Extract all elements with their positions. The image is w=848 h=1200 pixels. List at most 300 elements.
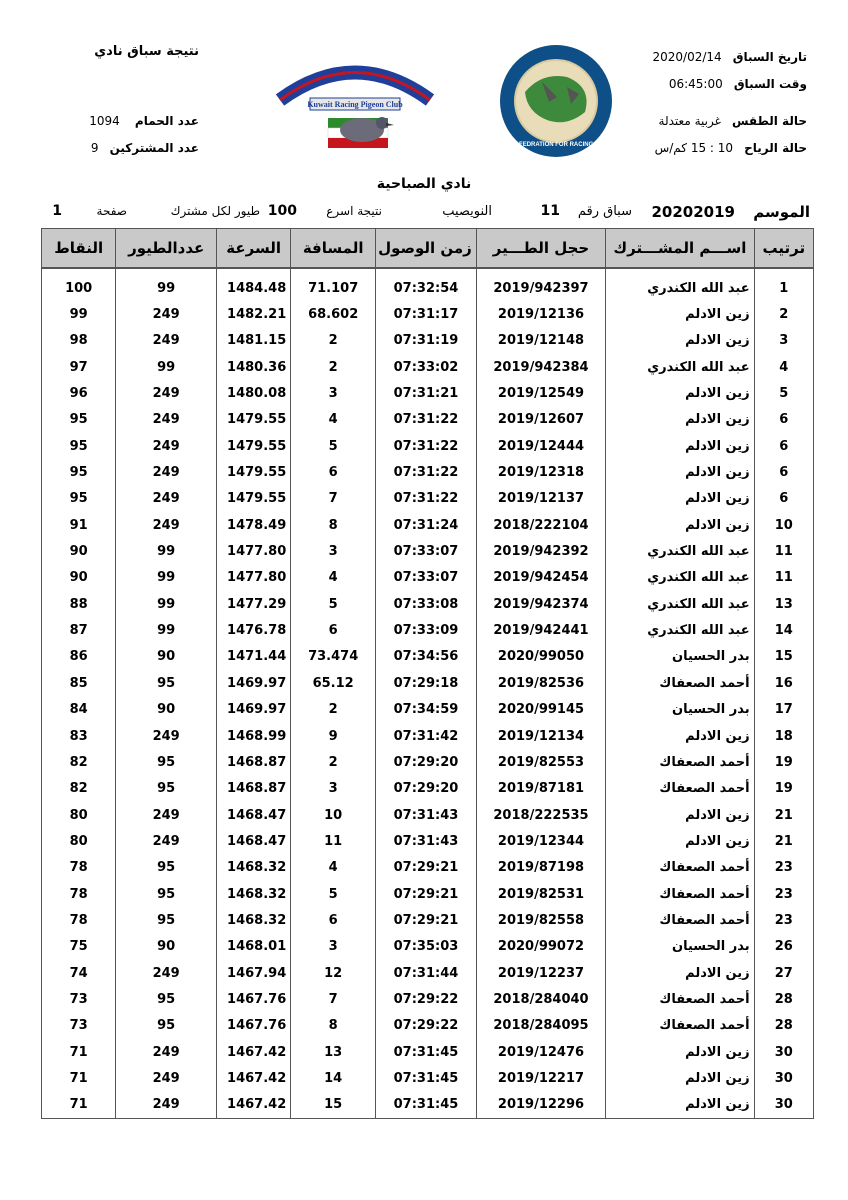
row-speed: 1480.36 — [217, 354, 291, 380]
wind-line — [655, 137, 807, 156]
race-type-title: نتيجة سباق نادي — [94, 44, 199, 59]
row-distance: 65.12 — [291, 670, 376, 696]
row-rank: 30 — [754, 1039, 813, 1065]
row-distance: 3 — [291, 934, 376, 960]
row-speed: 1477.80 — [217, 565, 291, 591]
row-birds: 99 — [116, 275, 217, 301]
row-ring: 2019/87181 — [476, 776, 605, 802]
row-points: 78 — [42, 907, 116, 933]
row-rank: 1 — [754, 275, 813, 301]
row-name: عبد الله الكندري — [606, 565, 754, 591]
row-points: 98 — [42, 328, 116, 354]
row-name: عبد الله الكندري — [606, 354, 754, 380]
row-name: زين الادلم — [606, 486, 754, 512]
row-name: زين الادلم — [606, 407, 754, 433]
row-points: 83 — [42, 723, 116, 749]
row-ring: 2018/284095 — [476, 1013, 605, 1039]
row-points: 80 — [42, 802, 116, 828]
row-speed: 1479.55 — [217, 486, 291, 512]
table-row — [42, 986, 814, 1012]
table-row — [42, 855, 814, 881]
table-row — [42, 881, 814, 907]
row-birds: 95 — [116, 881, 217, 907]
row-points: 85 — [42, 670, 116, 696]
row-time: 07:33:07 — [376, 565, 477, 591]
row-time: 07:33:08 — [376, 591, 477, 617]
row-name: أحمد الصعفاك — [606, 881, 754, 907]
row-rank: 28 — [754, 1013, 813, 1039]
row-birds: 95 — [116, 670, 217, 696]
row-name: زين الادلم — [606, 433, 754, 459]
row-birds: 99 — [116, 591, 217, 617]
row-ring: 2019/12444 — [476, 433, 605, 459]
row-distance: 2 — [291, 354, 376, 380]
row-name: زين الادلم — [606, 301, 754, 327]
row-points: 95 — [42, 486, 116, 512]
row-rank: 26 — [754, 934, 813, 960]
row-time: 07:29:22 — [376, 986, 477, 1012]
row-birds: 249 — [116, 459, 217, 485]
row-rank: 30 — [754, 1065, 813, 1091]
row-distance: 12 — [291, 960, 376, 986]
row-speed: 1468.01 — [217, 934, 291, 960]
row-points: 73 — [42, 1013, 116, 1039]
row-rank: 6 — [754, 486, 813, 512]
row-time: 07:31:45 — [376, 1039, 477, 1065]
row-speed: 1479.55 — [217, 459, 291, 485]
row-ring: 2019/12318 — [476, 459, 605, 485]
row-ring: 2019/942441 — [476, 617, 605, 643]
race-time-line — [669, 73, 807, 92]
table-row — [42, 1092, 814, 1119]
row-distance: 6 — [291, 617, 376, 643]
participants-value: 9 — [90, 141, 99, 155]
row-rank: 21 — [754, 802, 813, 828]
row-name: زين الادلم — [606, 380, 754, 406]
row-speed: 1469.97 — [217, 670, 291, 696]
row-rank: 5 — [754, 380, 813, 406]
row-rank: 17 — [754, 697, 813, 723]
row-points: 71 — [42, 1065, 116, 1091]
row-rank: 16 — [754, 670, 813, 696]
col-ring-header: حجل الطـــير — [476, 229, 605, 269]
row-name: بدر الحسيان — [606, 644, 754, 670]
row-distance: 68.602 — [291, 301, 376, 327]
row-ring: 2019/82536 — [476, 670, 605, 696]
row-points: 90 — [42, 565, 116, 591]
row-ring: 2019/12607 — [476, 407, 605, 433]
table-row — [42, 459, 814, 485]
row-ring: 2019/82531 — [476, 881, 605, 907]
row-name: بدر الحسيان — [606, 934, 754, 960]
row-rank: 13 — [754, 591, 813, 617]
row-distance: 71.107 — [291, 275, 376, 301]
row-ring: 2019/12136 — [476, 301, 605, 327]
row-speed: 1468.32 — [217, 855, 291, 881]
row-distance: 4 — [291, 565, 376, 591]
row-distance: 8 — [291, 512, 376, 538]
row-distance: 13 — [291, 1039, 376, 1065]
row-name: عبد الله الكندري — [606, 591, 754, 617]
row-points: 95 — [42, 459, 116, 485]
weather-value: غربية معتدلة — [658, 114, 721, 128]
row-name: زين الادلم — [606, 328, 754, 354]
row-birds: 90 — [116, 697, 217, 723]
row-speed: 1467.76 — [217, 1013, 291, 1039]
row-ring: 2019/82553 — [476, 749, 605, 775]
row-distance: 7 — [291, 486, 376, 512]
row-points: 99 — [42, 301, 116, 327]
col-birds-header: عددالطيور — [116, 229, 217, 269]
season-value: 20202019 — [651, 203, 735, 221]
row-distance: 6 — [291, 459, 376, 485]
row-points: 100 — [42, 275, 116, 301]
row-points: 71 — [42, 1039, 116, 1065]
row-distance: 4 — [291, 855, 376, 881]
row-ring: 2018/222535 — [476, 802, 605, 828]
row-speed: 1467.42 — [217, 1039, 291, 1065]
row-name: أحمد الصعفاك — [606, 670, 754, 696]
row-birds: 249 — [116, 802, 217, 828]
row-distance: 6 — [291, 907, 376, 933]
row-distance: 3 — [291, 538, 376, 564]
row-ring: 2019/12237 — [476, 960, 605, 986]
row-points: 78 — [42, 855, 116, 881]
row-rank: 6 — [754, 459, 813, 485]
row-distance: 9 — [291, 723, 376, 749]
wind-value: 10 : 15 كم/س — [654, 141, 734, 155]
row-speed: 1478.49 — [217, 512, 291, 538]
row-time: 07:35:03 — [376, 934, 477, 960]
row-birds: 249 — [116, 828, 217, 854]
row-ring: 2019/12476 — [476, 1039, 605, 1065]
row-birds: 249 — [116, 1065, 217, 1091]
row-points: 71 — [42, 1092, 116, 1119]
row-speed: 1468.47 — [217, 828, 291, 854]
row-ring: 2019/942392 — [476, 538, 605, 564]
row-distance: 73.474 — [291, 644, 376, 670]
row-speed: 1479.55 — [217, 407, 291, 433]
row-points: 82 — [42, 749, 116, 775]
row-rank: 23 — [754, 855, 813, 881]
row-points: 95 — [42, 407, 116, 433]
row-time: 07:31:43 — [376, 828, 477, 854]
row-speed: 1476.78 — [217, 617, 291, 643]
row-name: عبد الله الكندري — [606, 538, 754, 564]
row-time: 07:33:07 — [376, 538, 477, 564]
row-ring: 2019/12296 — [476, 1092, 605, 1119]
row-distance: 3 — [291, 380, 376, 406]
row-ring: 2019/12217 — [476, 1065, 605, 1091]
row-distance: 5 — [291, 881, 376, 907]
club-name: نادي الصباحية — [376, 176, 472, 192]
table-row — [42, 828, 814, 854]
row-speed: 1477.80 — [217, 538, 291, 564]
row-name: أحمد الصعفاك — [606, 749, 754, 775]
row-distance: 2 — [291, 749, 376, 775]
row-ring: 2019/942384 — [476, 354, 605, 380]
row-ring: 2019/12549 — [476, 380, 605, 406]
row-rank: 11 — [754, 538, 813, 564]
table-row — [42, 670, 814, 696]
row-speed: 1468.47 — [217, 802, 291, 828]
row-ring: 2018/222104 — [476, 512, 605, 538]
row-speed: 1467.94 — [217, 960, 291, 986]
row-birds: 95 — [116, 749, 217, 775]
row-ring: 2020/99145 — [476, 697, 605, 723]
table-row — [42, 512, 814, 538]
row-name: أحمد الصعفاك — [606, 776, 754, 802]
row-rank: 6 — [754, 433, 813, 459]
race-time-label: وقت السباق — [733, 77, 807, 91]
row-time: 07:31:22 — [376, 407, 477, 433]
row-name: أحمد الصعفاك — [606, 1013, 754, 1039]
row-ring: 2019/942454 — [476, 565, 605, 591]
row-time: 07:31:17 — [376, 301, 477, 327]
row-birds: 249 — [116, 328, 217, 354]
col-rank-header: ترتيب — [754, 229, 813, 269]
row-rank: 27 — [754, 960, 813, 986]
row-rank: 21 — [754, 828, 813, 854]
row-rank: 19 — [754, 776, 813, 802]
row-speed: 1467.42 — [217, 1065, 291, 1091]
weather-line — [659, 110, 807, 129]
row-speed: 1482.21 — [217, 301, 291, 327]
row-name: زين الادلم — [606, 1039, 754, 1065]
row-name: زين الادلم — [606, 512, 754, 538]
row-time: 07:33:09 — [376, 617, 477, 643]
row-distance: 2 — [291, 697, 376, 723]
row-points: 80 — [42, 828, 116, 854]
row-rank: 28 — [754, 986, 813, 1012]
row-name: زين الادلم — [606, 828, 754, 854]
row-ring: 2019/942374 — [476, 591, 605, 617]
race-date-label: تاريخ السباق — [732, 50, 807, 64]
row-time: 07:29:21 — [376, 855, 477, 881]
row-points: 86 — [42, 644, 116, 670]
table-body — [42, 268, 814, 1119]
participants-label: عدد المشتركين — [109, 141, 199, 155]
row-points: 78 — [42, 881, 116, 907]
row-birds: 95 — [116, 855, 217, 881]
row-name: زين الادلم — [606, 802, 754, 828]
col-speed-header: السرعة — [217, 229, 291, 269]
row-time: 07:33:02 — [376, 354, 477, 380]
club-logo — [270, 40, 440, 158]
table-row — [42, 907, 814, 933]
row-points: 96 — [42, 380, 116, 406]
table-row — [42, 565, 814, 591]
col-points-header: النقاط — [42, 229, 116, 269]
row-rank: 15 — [754, 644, 813, 670]
per-participant-label: طيور لكل مشترك — [170, 204, 260, 218]
row-birds: 99 — [116, 538, 217, 564]
table-row — [42, 275, 814, 301]
row-distance: 7 — [291, 986, 376, 1012]
row-birds: 95 — [116, 1013, 217, 1039]
row-time: 07:31:19 — [376, 328, 477, 354]
row-ring: 2020/99050 — [476, 644, 605, 670]
row-distance: 4 — [291, 407, 376, 433]
row-speed: 1467.76 — [217, 986, 291, 1012]
row-distance: 15 — [291, 1092, 376, 1119]
row-time: 07:31:24 — [376, 512, 477, 538]
table-row — [42, 486, 814, 512]
row-birds: 249 — [116, 380, 217, 406]
row-birds: 95 — [116, 776, 217, 802]
col-distance-header: المسافة — [291, 229, 376, 269]
table-row — [42, 1039, 814, 1065]
row-time: 07:29:22 — [376, 1013, 477, 1039]
row-speed: 1477.29 — [217, 591, 291, 617]
table-row — [42, 776, 814, 802]
row-birds: 249 — [116, 723, 217, 749]
row-speed: 1471.44 — [217, 644, 291, 670]
row-time: 07:31:21 — [376, 380, 477, 406]
race-no-label: سباق رقم — [577, 204, 632, 219]
table-row — [42, 1065, 814, 1091]
row-birds: 95 — [116, 986, 217, 1012]
row-name: زين الادلم — [606, 723, 754, 749]
table-row — [42, 1013, 814, 1039]
row-speed: 1468.99 — [217, 723, 291, 749]
row-distance: 8 — [291, 1013, 376, 1039]
row-distance: 14 — [291, 1065, 376, 1091]
row-points: 74 — [42, 960, 116, 986]
row-name: زين الادلم — [606, 1065, 754, 1091]
table-row — [42, 934, 814, 960]
row-birds: 99 — [116, 565, 217, 591]
row-birds: 249 — [116, 407, 217, 433]
row-distance: 3 — [291, 776, 376, 802]
row-birds: 95 — [116, 907, 217, 933]
row-speed: 1468.87 — [217, 776, 291, 802]
table-row — [42, 301, 814, 327]
row-time: 07:31:43 — [376, 802, 477, 828]
row-birds: 249 — [116, 960, 217, 986]
season-label: الموسم — [753, 203, 810, 221]
race-no-value: 11 — [540, 203, 560, 219]
row-ring: 2019/12148 — [476, 328, 605, 354]
row-ring: 2019/87198 — [476, 855, 605, 881]
row-speed: 1480.08 — [217, 380, 291, 406]
row-time: 07:31:22 — [376, 459, 477, 485]
row-rank: 23 — [754, 881, 813, 907]
table-row — [42, 591, 814, 617]
row-points: 87 — [42, 617, 116, 643]
table-row — [42, 380, 814, 406]
row-time: 07:31:22 — [376, 486, 477, 512]
race-time-value: 06:45:00 — [668, 77, 723, 91]
fastest-value: 100 — [267, 203, 297, 219]
row-ring: 2019/82558 — [476, 907, 605, 933]
table-row — [42, 407, 814, 433]
row-rank: 14 — [754, 617, 813, 643]
row-speed: 1468.87 — [217, 749, 291, 775]
row-distance: 5 — [291, 433, 376, 459]
row-points: 84 — [42, 697, 116, 723]
row-ring: 2019/12344 — [476, 828, 605, 854]
row-birds: 249 — [116, 512, 217, 538]
row-points: 97 — [42, 354, 116, 380]
table-row — [42, 802, 814, 828]
row-name: بدر الحسيان — [606, 697, 754, 723]
row-ring: 2018/284040 — [476, 986, 605, 1012]
participants-line — [91, 137, 199, 156]
pigeon-count-label: عدد الحمام — [134, 114, 199, 128]
row-time: 07:31:42 — [376, 723, 477, 749]
row-name: زين الادلم — [606, 960, 754, 986]
row-points: 73 — [42, 986, 116, 1012]
row-distance: 5 — [291, 591, 376, 617]
row-birds: 90 — [116, 934, 217, 960]
info-row — [30, 203, 810, 223]
row-speed: 1469.97 — [217, 697, 291, 723]
table-row — [42, 354, 814, 380]
row-time: 07:29:21 — [376, 881, 477, 907]
row-points: 91 — [42, 512, 116, 538]
row-speed: 1481.15 — [217, 328, 291, 354]
row-points: 88 — [42, 591, 116, 617]
row-name: أحمد الصعفاك — [606, 855, 754, 881]
row-points: 90 — [42, 538, 116, 564]
table-row — [42, 538, 814, 564]
row-speed: 1484.48 — [217, 275, 291, 301]
row-rank: 6 — [754, 407, 813, 433]
wind-label: حالة الرياح — [744, 141, 807, 155]
row-points: 82 — [42, 776, 116, 802]
fastest-label: نتيجة اسرع — [326, 204, 382, 218]
row-rank: 19 — [754, 749, 813, 775]
table-row — [42, 960, 814, 986]
row-time: 07:29:21 — [376, 907, 477, 933]
table-header-row — [42, 229, 814, 269]
row-points: 95 — [42, 433, 116, 459]
row-name: أحمد الصعفاك — [606, 986, 754, 1012]
race-date-value: 2020/02/14 — [652, 50, 722, 64]
row-rank: 11 — [754, 565, 813, 591]
row-ring: 2019/12134 — [476, 723, 605, 749]
row-rank: 2 — [754, 301, 813, 327]
row-birds: 99 — [116, 617, 217, 643]
row-ring: 2019/12137 — [476, 486, 605, 512]
row-birds: 249 — [116, 486, 217, 512]
col-name-header: اســـم المشـــترك — [606, 229, 754, 269]
table-row — [42, 617, 814, 643]
page-label: صفحة — [96, 204, 127, 218]
row-birds: 90 — [116, 644, 217, 670]
results-table — [41, 228, 814, 1119]
table-row — [42, 723, 814, 749]
row-rank: 4 — [754, 354, 813, 380]
logo-left-caption: Kuwait Racing Pigeon Club — [307, 100, 403, 109]
row-distance: 10 — [291, 802, 376, 828]
row-time: 07:31:22 — [376, 433, 477, 459]
pigeon-count-line — [89, 110, 199, 129]
row-time: 07:34:56 — [376, 644, 477, 670]
federation-logo — [497, 42, 615, 160]
row-time: 07:31:45 — [376, 1065, 477, 1091]
row-time: 07:31:45 — [376, 1092, 477, 1119]
row-time: 07:32:54 — [376, 275, 477, 301]
row-birds: 249 — [116, 433, 217, 459]
row-time: 07:34:59 — [376, 697, 477, 723]
row-time: 07:29:20 — [376, 776, 477, 802]
location: النويصيب — [442, 204, 492, 219]
row-rank: 30 — [754, 1092, 813, 1119]
pigeon-count-value: 1094 — [89, 114, 120, 128]
row-ring: 2020/99072 — [476, 934, 605, 960]
